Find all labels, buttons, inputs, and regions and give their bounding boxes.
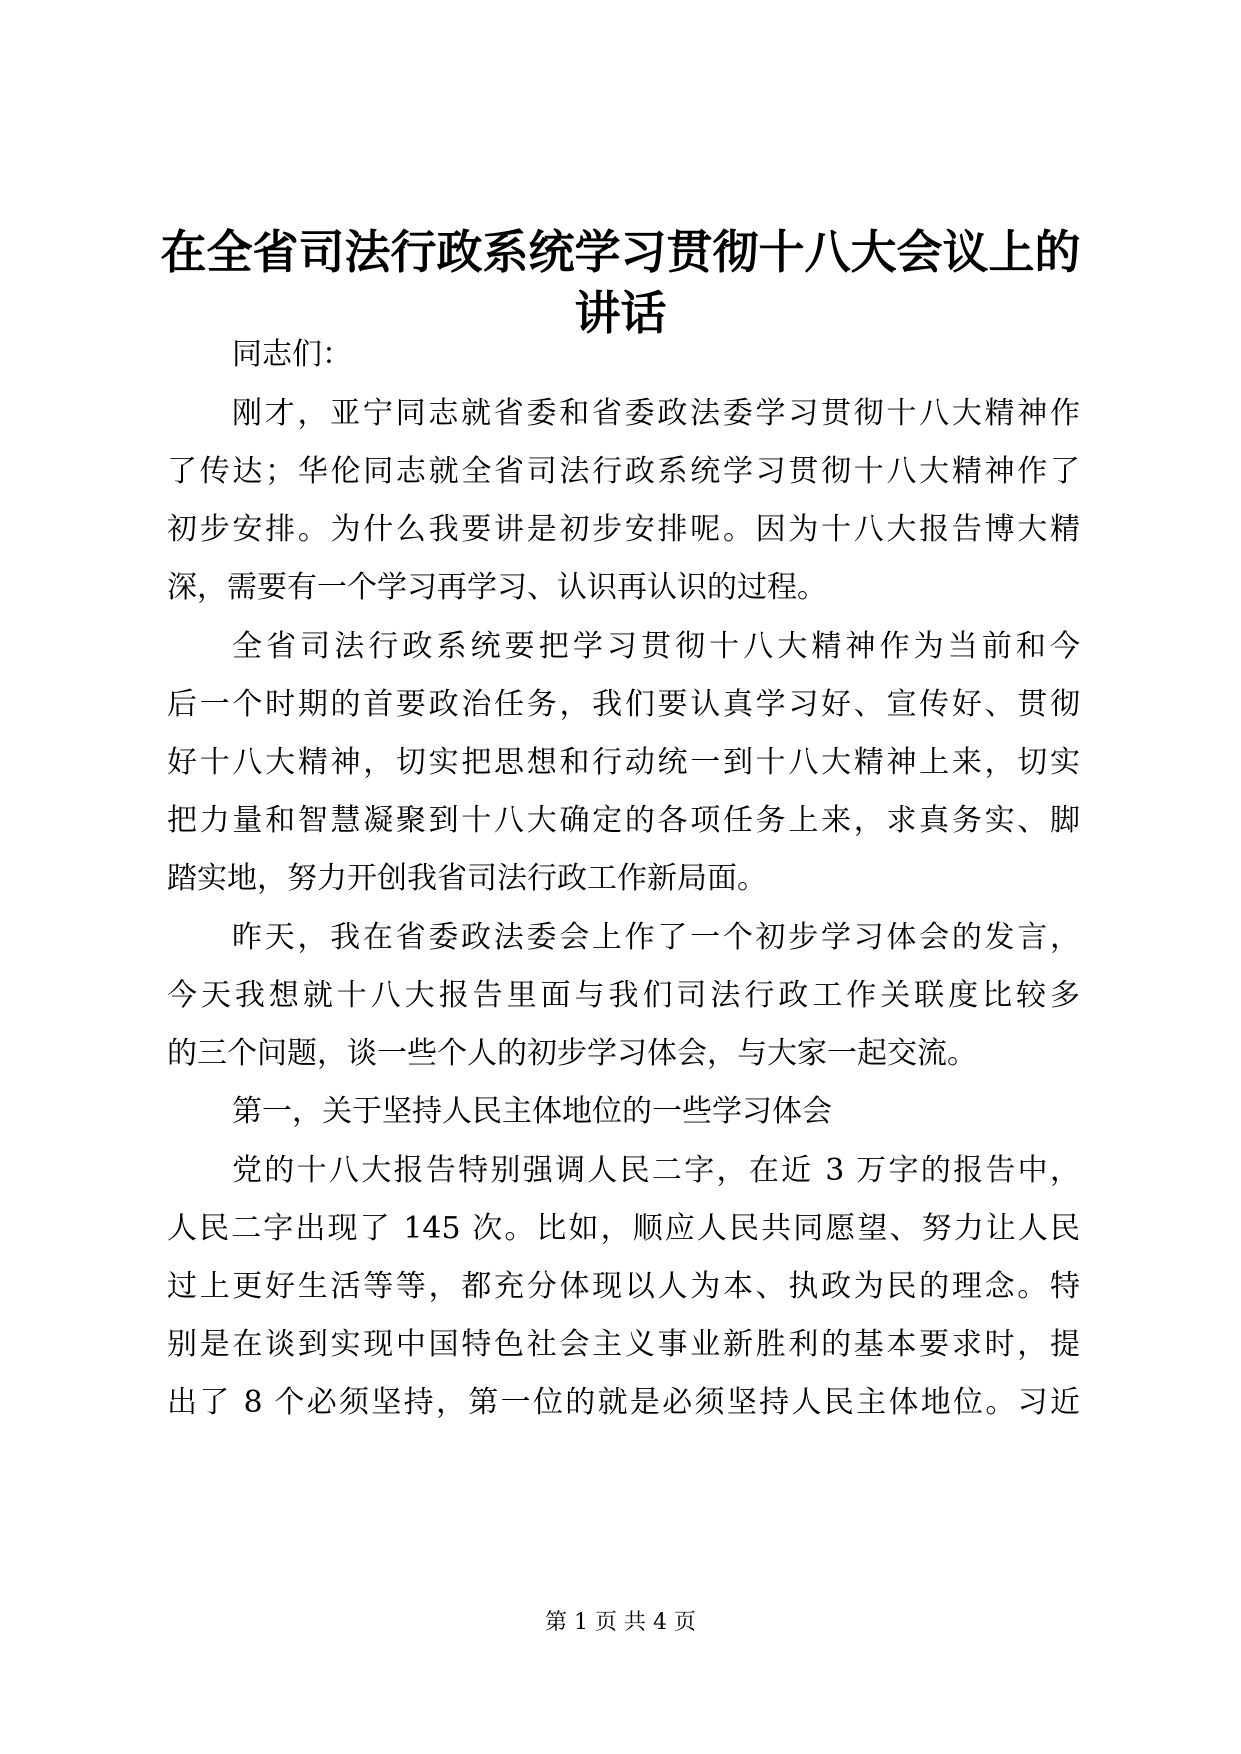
paragraph-1-line-1: 刚才，亚宁同志就省委和省委政法委学习贯彻十八大精神作 (232, 396, 1080, 431)
paragraph-1-line-2: 了传达；华伦同志就全省司法行政系统学习贯彻十八大精神作了 (167, 454, 1080, 489)
paragraph-4-line-2: 人民二字出现了 145 次。比如，顺应人民共同愿望、努力让人民 (167, 1211, 1080, 1246)
section-heading-1: 第一，关于坚持人民主体地位的一些学习体会 (232, 1094, 832, 1129)
paragraph-2-line-4: 把力量和智慧凝聚到十八大确定的各项任务上来，求真务实、脚 (167, 803, 1080, 838)
paragraph-4-line-5: 出了 8 个必须坚持，第一位的就是必须坚持人民主体地位。习近 (167, 1385, 1080, 1420)
paragraph-3-line-3: 的三个问题，谈一些个人的初步学习体会，与大家一起交流。 (167, 1036, 977, 1071)
paragraph-4-line-3: 过上更好生活等等，都充分体现以人为本、执政为民的理念。特 (167, 1269, 1080, 1304)
paragraph-2-line-2: 后一个时期的首要政治任务，我们要认真学习好、宣传好、贯彻 (167, 687, 1080, 722)
paragraph-2-line-5: 踏实地，努力开创我省司法行政工作新局面。 (167, 861, 767, 896)
paragraph-4-line-4: 别是在谈到实现中国特色社会主义事业新胜利的基本要求时，提 (167, 1327, 1080, 1362)
paragraph-3-line-1: 昨天，我在省委政法委会上作了一个初步学习体会的发言， (232, 920, 1080, 955)
paragraph-1-line-3: 初步安排。为什么我要讲是初步安排呢。因为十八大报告博大精 (167, 512, 1080, 547)
paragraph-3-line-2: 今天我想就十八大报告里面与我们司法行政工作关联度比较多 (167, 978, 1080, 1013)
salutation: 同志们： (232, 337, 352, 372)
document-title-line-1: 在全省司法行政系统学习贯彻十八大会议上的 (160, 225, 1081, 279)
paragraph-4-line-1: 党的十八大报告特别强调人民二字，在近 3 万字的报告中， (232, 1153, 1080, 1188)
document-title-line-2: 讲话 (574, 286, 667, 340)
paragraph-1-line-4: 深，需要有一个学习再学习、认识再认识的过程。 (167, 570, 827, 605)
paragraph-2-line-3: 好十八大精神，切实把思想和行动统一到十八大精神上来，切实 (167, 745, 1080, 780)
page-footer: 第 1 页 共 4 页 (545, 1610, 696, 1635)
paragraph-2-line-1: 全省司法行政系统要把学习贯彻十八大精神作为当前和今 (232, 629, 1080, 664)
